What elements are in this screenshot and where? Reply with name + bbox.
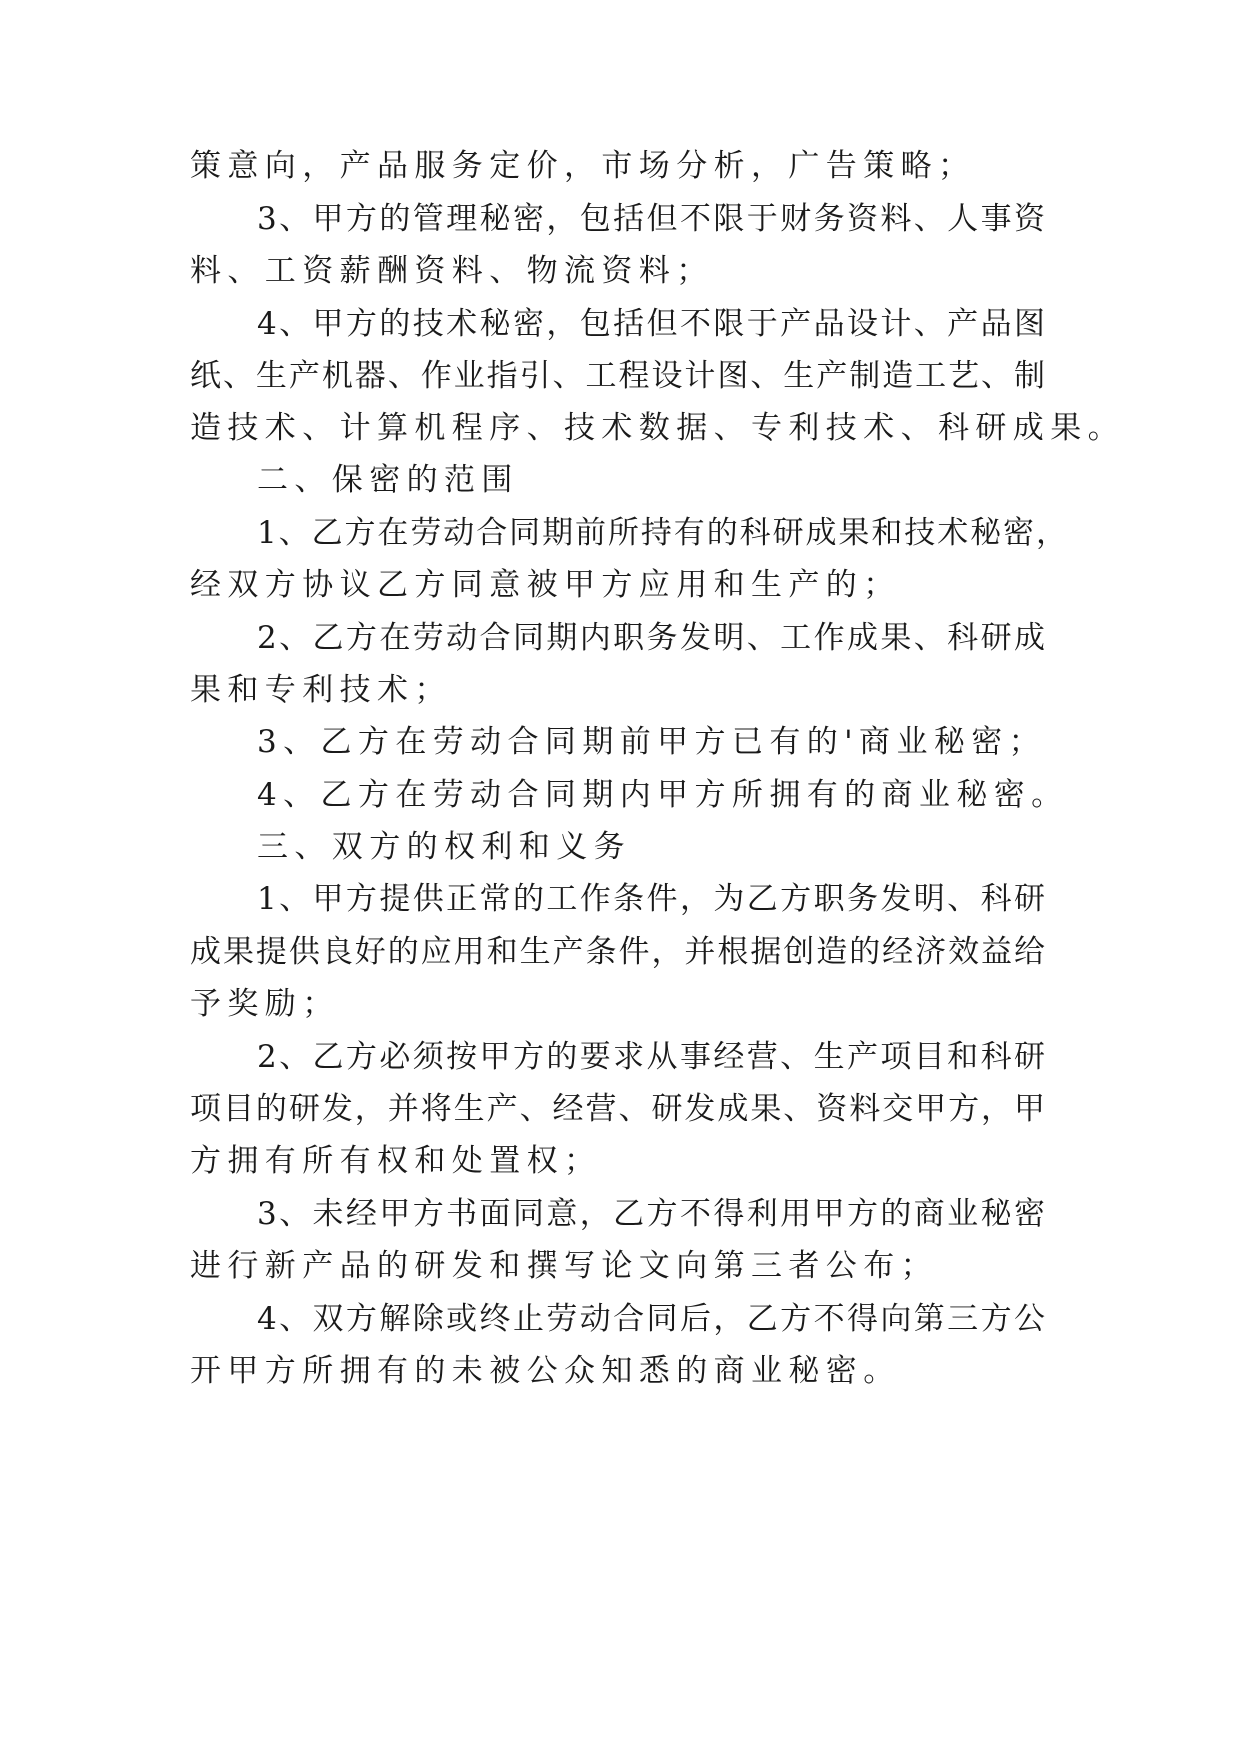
- text-line: [0, 930, 1241, 974]
- text-line: [0, 1192, 1241, 1236]
- text-line: [0, 877, 1241, 921]
- text-line: [0, 144, 1241, 188]
- line-text: 2、乙方必须按甲方的要求从事经营、生产项目和科研: [257, 1039, 1045, 1075]
- line-text: 予奖励；: [190, 986, 340, 1022]
- text-line: [0, 1087, 1241, 1131]
- text-line: [0, 1139, 1241, 1183]
- line-text: 3、未经甲方书面同意，乙方不得利用甲方的商业秘密: [257, 1196, 1045, 1232]
- line-text: 造技术、计算机程序、技术数据、专利技术、科研成果。: [190, 410, 1125, 446]
- line-text: 项目的研发，并将生产、经营、研发成果、资料交甲方，甲: [190, 1091, 1045, 1127]
- line-text: 策意向，产品服务定价，市场分析，广告策略；: [190, 148, 976, 184]
- line-text: 三、双方的权利和义务: [257, 829, 631, 865]
- text-line: [0, 616, 1241, 660]
- line-text: 进行新产品的研发和撰写论文向第三者公布；: [190, 1248, 938, 1284]
- line-text: 3、乙方在劳动合同期前甲方已有的'商业秘密；: [257, 724, 1047, 760]
- text-line: [0, 720, 1241, 764]
- section-heading: [0, 458, 1241, 502]
- line-text: 4、甲方的技术秘密，包括但不限于产品设计、产品图: [257, 306, 1045, 342]
- text-line: [0, 1297, 1241, 1341]
- line-text: 成果提供良好的应用和生产条件，并根据创造的经济效益给: [190, 934, 1045, 970]
- text-line: [0, 668, 1241, 712]
- line-text: 1、甲方提供正常的工作条件，为乙方职务发明、科研: [257, 881, 1045, 917]
- line-text: 纸、生产机器、作业指引、工程设计图、生产制造工艺、制: [190, 358, 1045, 394]
- text-line: [0, 1035, 1241, 1079]
- section-heading: [0, 825, 1241, 869]
- line-text: 4、双方解除或终止劳动合同后，乙方不得向第三方公: [257, 1301, 1045, 1337]
- line-text: 二、保密的范围: [257, 462, 519, 498]
- text-line: [0, 354, 1241, 398]
- text-line: [0, 982, 1241, 1026]
- line-text: 方拥有所有权和处置权；: [190, 1143, 602, 1179]
- text-line: [0, 1349, 1241, 1393]
- line-text: 经双方协议乙方同意被甲方应用和生产的；: [190, 567, 901, 603]
- line-text: 开甲方所拥有的未被公众知悉的商业秘密。: [190, 1353, 901, 1389]
- text-line: [0, 511, 1241, 555]
- line-text: 3、甲方的管理秘密，包括但不限于财务资料、人事资: [257, 201, 1045, 237]
- text-line: [0, 249, 1241, 293]
- line-text: 1、乙方在劳动合同期前所持有的科研成果和技术秘密，: [257, 515, 1067, 551]
- line-text: 果和专利技术；: [190, 672, 452, 708]
- text-line: [0, 406, 1241, 450]
- text-line: [0, 1244, 1241, 1288]
- text-line: [0, 773, 1241, 817]
- text-line: [0, 563, 1241, 607]
- text-line: [0, 197, 1241, 241]
- line-text: 2、乙方在劳动合同期内职务发明、工作成果、科研成: [257, 620, 1045, 656]
- text-line: [0, 302, 1241, 346]
- line-text: 料、工资薪酬资料、物流资料；: [190, 253, 714, 289]
- line-text: 4、乙方在劳动合同期内甲方所拥有的商业秘密。: [257, 777, 1069, 813]
